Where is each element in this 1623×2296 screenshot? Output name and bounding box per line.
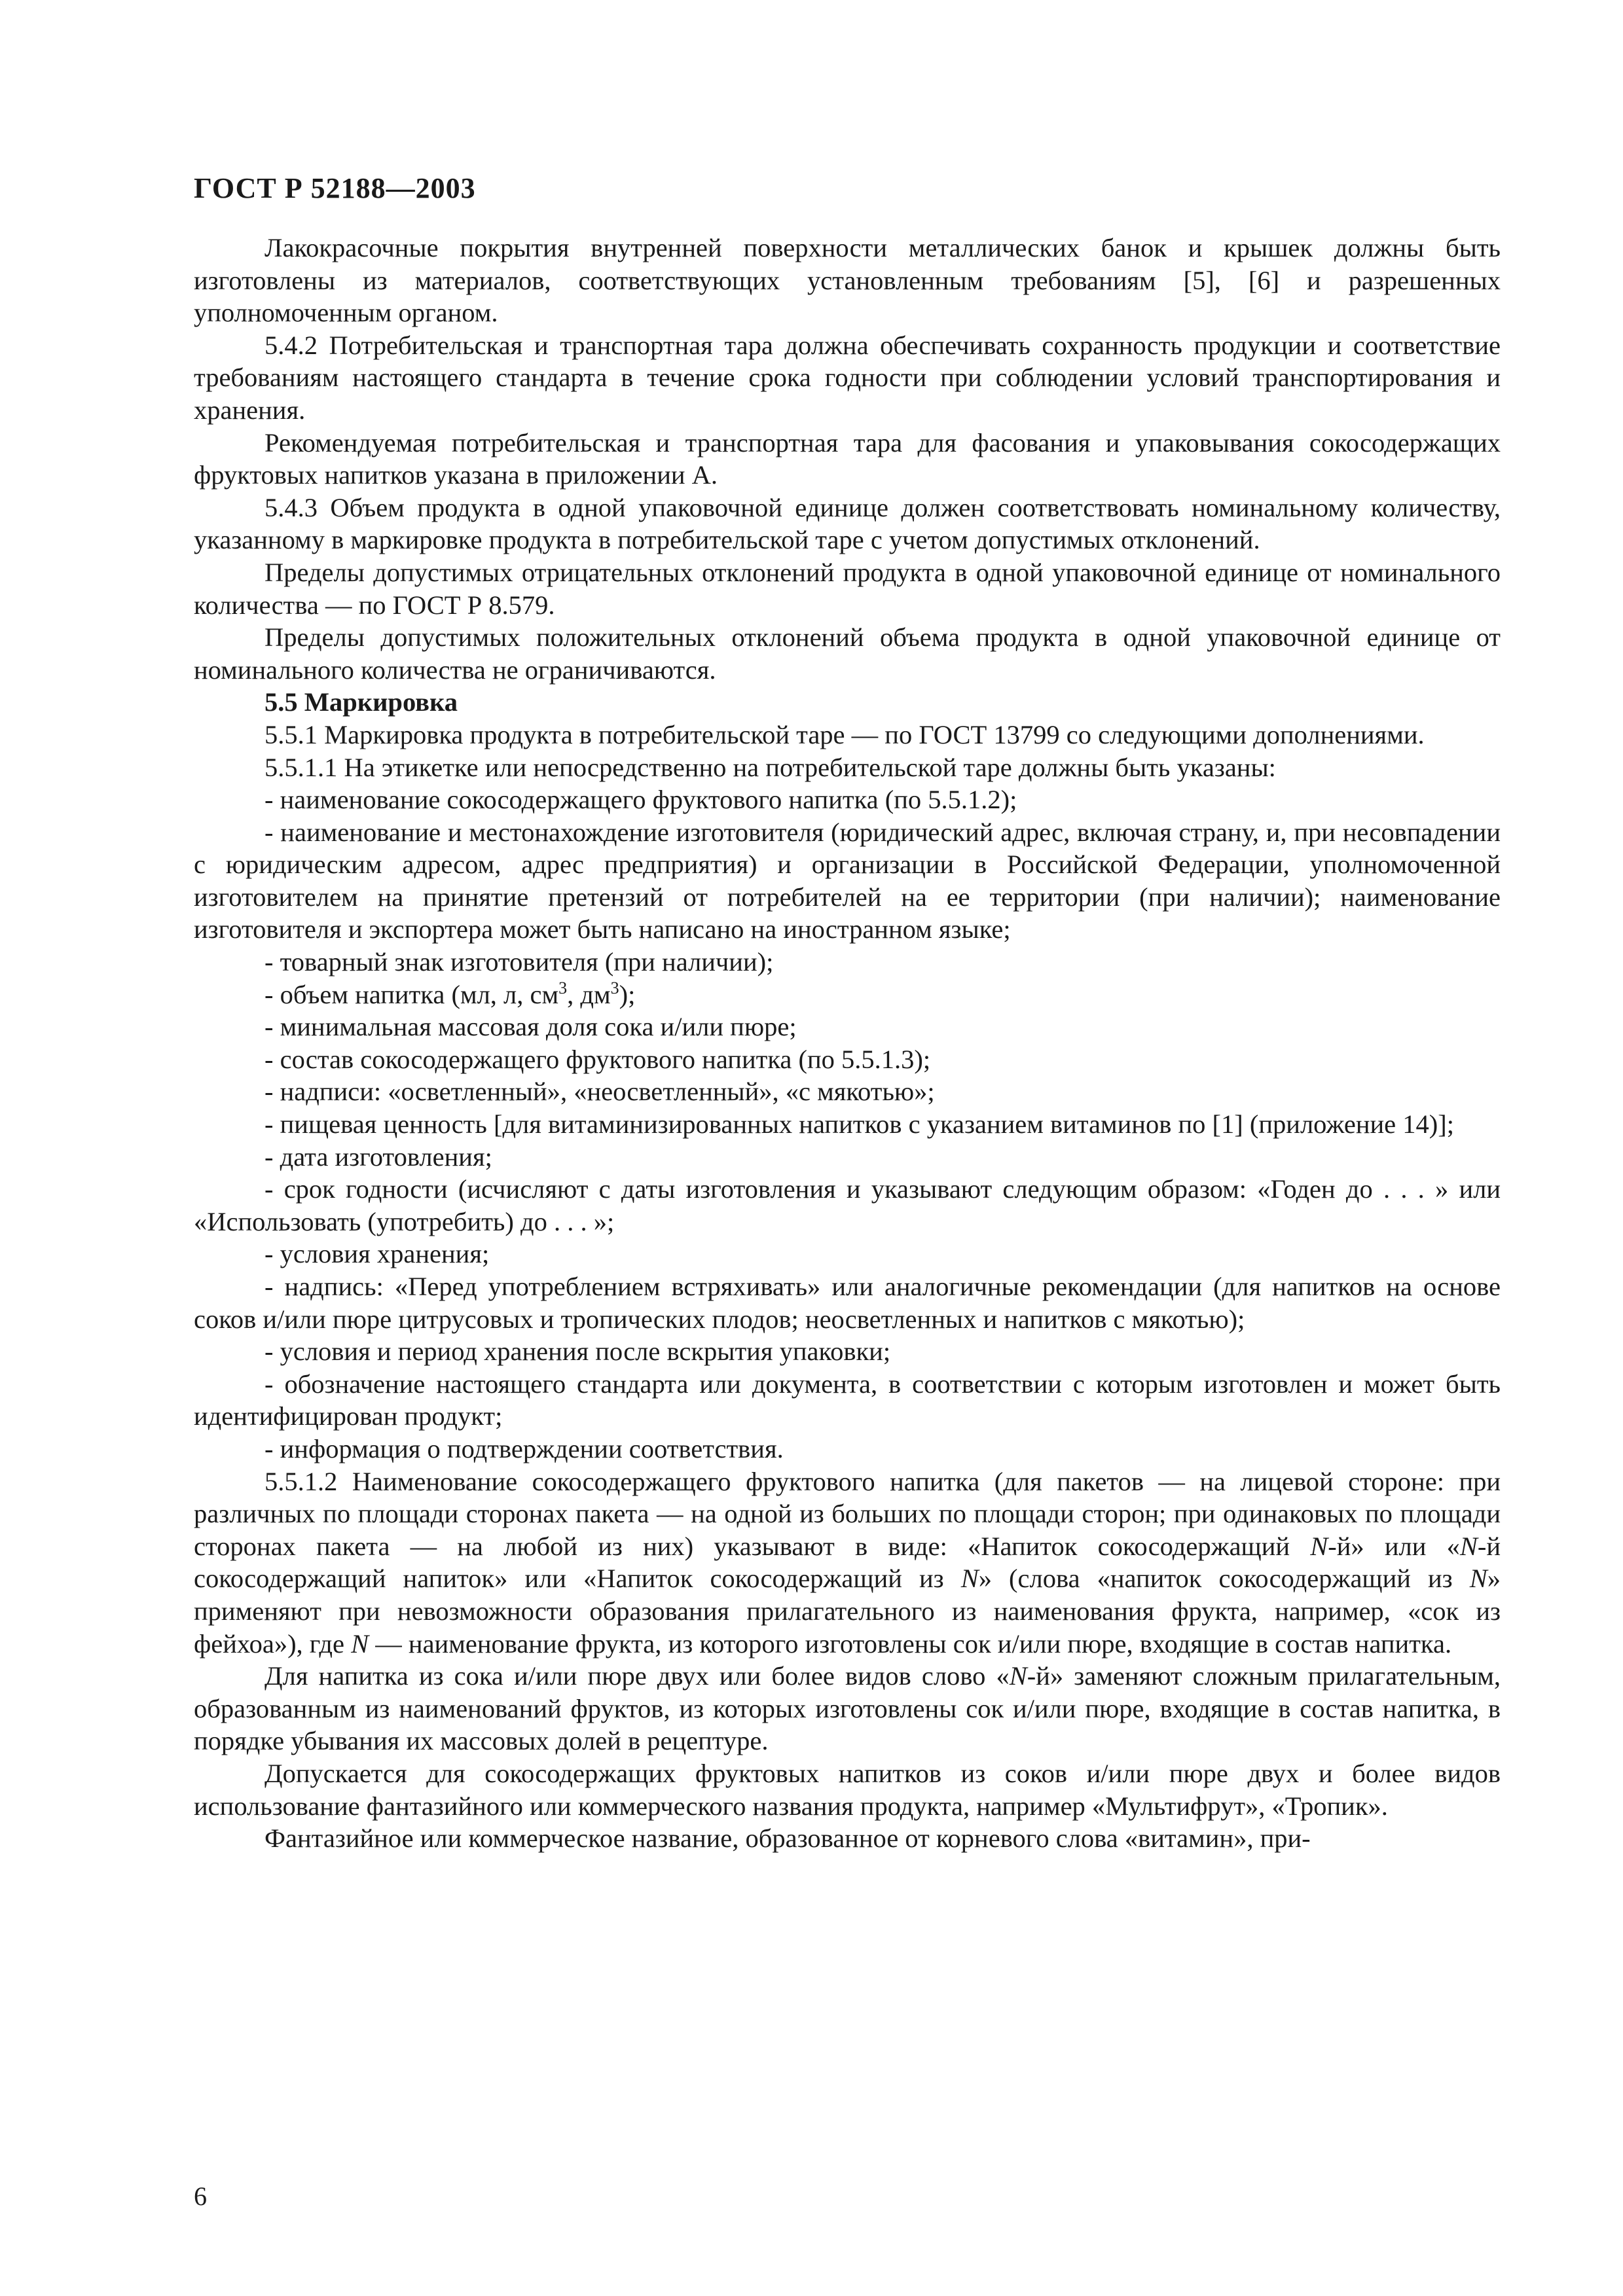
- list-item: - обозначение настоящего стандарта или документа, в соответствии с которым изготовлен и может быть идентифицирован продукт;: [194, 1369, 1501, 1431]
- section-heading-5-5: 5.5 Маркировка: [264, 687, 458, 717]
- list-item: - надписи: «осветленный», «неосветленный», «с мякотью»;: [264, 1077, 935, 1107]
- list-item: - пищевая ценность [для витаминизированных напитков с указанием витаминов по [1] (приложение 14)];: [264, 1109, 1455, 1139]
- list-item: - наименование и местонахождение изготовителя (юридический адрес, включая страну, и, при несовпадении с юридическим адресом, адрес предприятия) и организации в Российской Федерации, уполномоченной изготовителем на принятие претензий от потребителей на ее территории (при наличии); наименование изготовителя и экспортера может быть написано на иностранном языке;: [194, 817, 1501, 944]
- text-run: 5.5.1.2 Наименование сокосодержащего фруктового напитка (для пакетов — на лицевой стороне: при различных по площади сторонах пакета — на одной из больших по площади сторон; при одинаковых по площади сторонах пакета — на любой из них) указывают в виде: «Напиток сокосодержащий: [194, 1466, 1501, 1561]
- paragraph-5-5-1: 5.5.1 Маркировка продукта в потребительской таре — по ГОСТ 13799 со следующими дополнениями.: [264, 719, 1425, 749]
- paragraph-5-4-2: 5.4.2 Потребительская и транспортная тара должна обеспечивать сохранность продукции и соответствие требованиям настоящего стандарта в течение срока годности при соблюдении условий транспортирования и хранения.: [194, 330, 1501, 425]
- variable-n: N: [351, 1628, 369, 1659]
- variable-n: N: [1009, 1661, 1027, 1691]
- paragraph-vitamin-name: Фантазийное или коммерческое название, образованное от корневого слова «витамин», при-: [264, 1823, 1311, 1854]
- text-run: — наименование фрукта, из которого изготовлены сок и/или пюре, входящие в состав напитка.: [369, 1628, 1452, 1659]
- list-item: - наименование сокосодержащего фруктового напитка (по 5.5.1.2);: [264, 785, 1017, 815]
- text-run: -й» или «: [1328, 1531, 1460, 1561]
- list-item: - состав сокосодержащего фруктового напитка (по 5.5.1.3);: [264, 1044, 931, 1074]
- standard-header: ГОСТ Р 52188—2003: [194, 172, 476, 204]
- paragraph-two-kinds: [194, 1660, 1501, 1757]
- paragraph-negative-deviations: Пределы допустимых отрицательных отклонений продукта в одной упаковочной единице от номинального количества — по ГОСТ Р 8.579.: [194, 557, 1501, 620]
- superscript-3: 3: [610, 978, 619, 997]
- list-item: - товарный знак изготовителя (при наличии);: [264, 947, 774, 977]
- paragraph-5-5-1-1: 5.5.1.1 На этикетке или непосредственно на потребительской таре должны быть указаны:: [264, 752, 1276, 782]
- paragraph-recommended-packaging: Рекомендуемая потребительская и транспортная тара для фасования и упаковывания сокосодержащих фруктовых напитков указана в приложении А.: [194, 427, 1501, 490]
- variable-n: N: [960, 1564, 979, 1594]
- paragraph-5-4-3: 5.4.3 Объем продукта в одной упаковочной единице должен соответствовать номинальному количеству, указанному в маркировке продукта в потребительской таре с учетом допустимых отклонений.: [194, 492, 1501, 555]
- text-run: -й сокосодержащий напиток» или «Напиток сокосодержащий из: [194, 1531, 1501, 1594]
- document-body: [194, 232, 1501, 1855]
- list-item: - информация о подтверждении соответствия.: [264, 1433, 784, 1463]
- variable-n: N: [1310, 1531, 1328, 1561]
- volume-text-a: - объем напитка (мл, л, см: [264, 979, 559, 1009]
- list-item: - условия хранения;: [264, 1239, 490, 1269]
- list-item: - срок годности (исчисляют с даты изготовления и указывают следующим образом: «Годен до . . . » или «Использовать (употребить) до . . . »;: [194, 1174, 1501, 1236]
- variable-n: N: [1459, 1531, 1478, 1561]
- volume-text-b: , дм: [567, 979, 611, 1009]
- volume-text-c: );: [619, 979, 636, 1009]
- superscript-3: 3: [558, 978, 568, 997]
- list-item: [194, 978, 1501, 1011]
- list-item: - надпись: «Перед употреблением встряхивать» или аналогичные рекомендации (для напитков на основе соков и/или пюре цитрусовых и тропических плодов; неосветленных и напитков с мякотью);: [194, 1272, 1501, 1334]
- text-run: -й» заменяют сложным прилагательным, образованным из наименований фруктов, из которых изготовлены сок и/или пюре, входящие в состав напитка, в порядке убывания их массовых долей в рецептуре.: [194, 1661, 1501, 1756]
- text-run: » применяют при невозможности образования прилагательного из наименования фрукта, например, «сок из фейхоа»), где: [194, 1564, 1501, 1659]
- paragraph-5-5-1-2: [194, 1465, 1501, 1660]
- variable-n: N: [1469, 1564, 1487, 1594]
- list-item: - минимальная массовая доля сока и/или пюре;: [264, 1012, 797, 1042]
- text-run: » (слова «напиток сокосодержащий из: [978, 1564, 1470, 1594]
- page-number: 6: [194, 2181, 207, 2211]
- paragraph-fantasy-name: Допускается для сокосодержащих фруктовых напитков из соков и/или пюре двух и более видов использование фантазийного или коммерческого названия продукта, например «Мультифрут», «Тропик».: [194, 1758, 1501, 1821]
- paragraph-positive-deviations: Пределы допустимых положительных отклонений объема продукта в одной упаковочной единице от номинального количества не ограничиваются.: [194, 622, 1501, 685]
- list-item: - дата изготовления;: [264, 1141, 492, 1172]
- list-item: - условия и период хранения после вскрытия упаковки;: [264, 1336, 891, 1367]
- text-run: Для напитка из сока и/или пюре двух или более видов слово «: [264, 1661, 1010, 1691]
- paragraph-coatings: Лакокрасочные покрытия внутренней поверхности металлических банок и крышек должны быть изготовлены из материалов, соответствующих установленным требованиям [5], [6] и разрешенных уполномоченным органом.: [194, 233, 1501, 328]
